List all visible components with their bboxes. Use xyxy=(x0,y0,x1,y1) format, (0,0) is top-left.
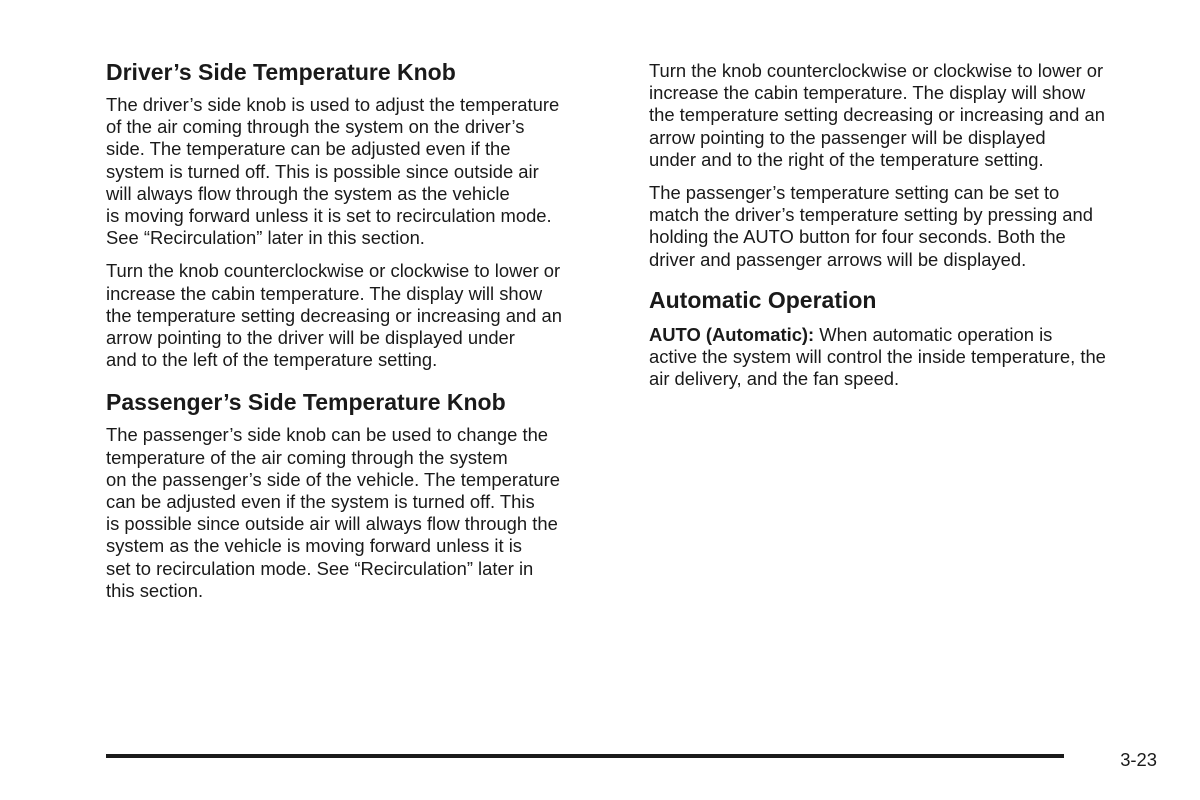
page-number: 3-23 xyxy=(1120,749,1157,770)
right-column xyxy=(649,58,1161,401)
left-column xyxy=(106,58,616,613)
passenger-knob-paragraph-1: The passenger’s side knob can be used to change the temperature of the air coming through the system on the passenger’s side of the vehicle. The temperature can be adjusted even if the system is turned off. This is possible since outside air will always flow through the system as the vehicle is moving forward unless it is set to recirculation mode. See “Recirculation” later in this section. xyxy=(106,424,560,601)
passenger-knob-paragraph-3: The passenger’s temperature setting can be set to match the driver’s temperature setting by pressing and holding the AUTO button for four seconds. Both the driver and passenger arrows will be displayed. xyxy=(649,182,1093,270)
driver-knob-paragraph-2: Turn the knob counterclockwise or clockwise to lower or increase the cabin temperature. The display will show the temperature setting decreasing or increasing and an arrow pointing to the driver will be displayed under and to the left of the temperature setting. xyxy=(106,260,562,371)
driver-knob-paragraph-1: The driver’s side knob is used to adjust the temperature of the air coming through the system on the driver’s side. The temperature can be adjusted even if the system is turned off. This is possible since outside air will always flow through the system as the vehicle is moving forward unless it is set to recirculation mode. See “Recirculation” later in this section. xyxy=(106,94,560,249)
passenger-knob-heading: Passenger’s Side Temperature Knob xyxy=(106,389,506,416)
auto-term: AUTO (Automatic): xyxy=(649,323,815,345)
footer-rule xyxy=(106,754,1064,758)
passenger-knob-paragraph-2: Turn the knob counterclockwise or clockwise to lower or increase the cabin temperature. The display will show the temperature setting decreasing or increasing and an arrow pointing to the passenger will be displayed under and to the right of the temperature setting. xyxy=(649,60,1105,170)
auto-text: When automatic operation is active the system will control the inside temperature, the air delivery, and the fan speed. xyxy=(649,323,1106,390)
driver-knob-heading: Driver’s Side Temperature Knob xyxy=(106,59,456,85)
automatic-operation-heading: Automatic Operation xyxy=(649,286,877,313)
auto-paragraph xyxy=(649,324,1161,391)
